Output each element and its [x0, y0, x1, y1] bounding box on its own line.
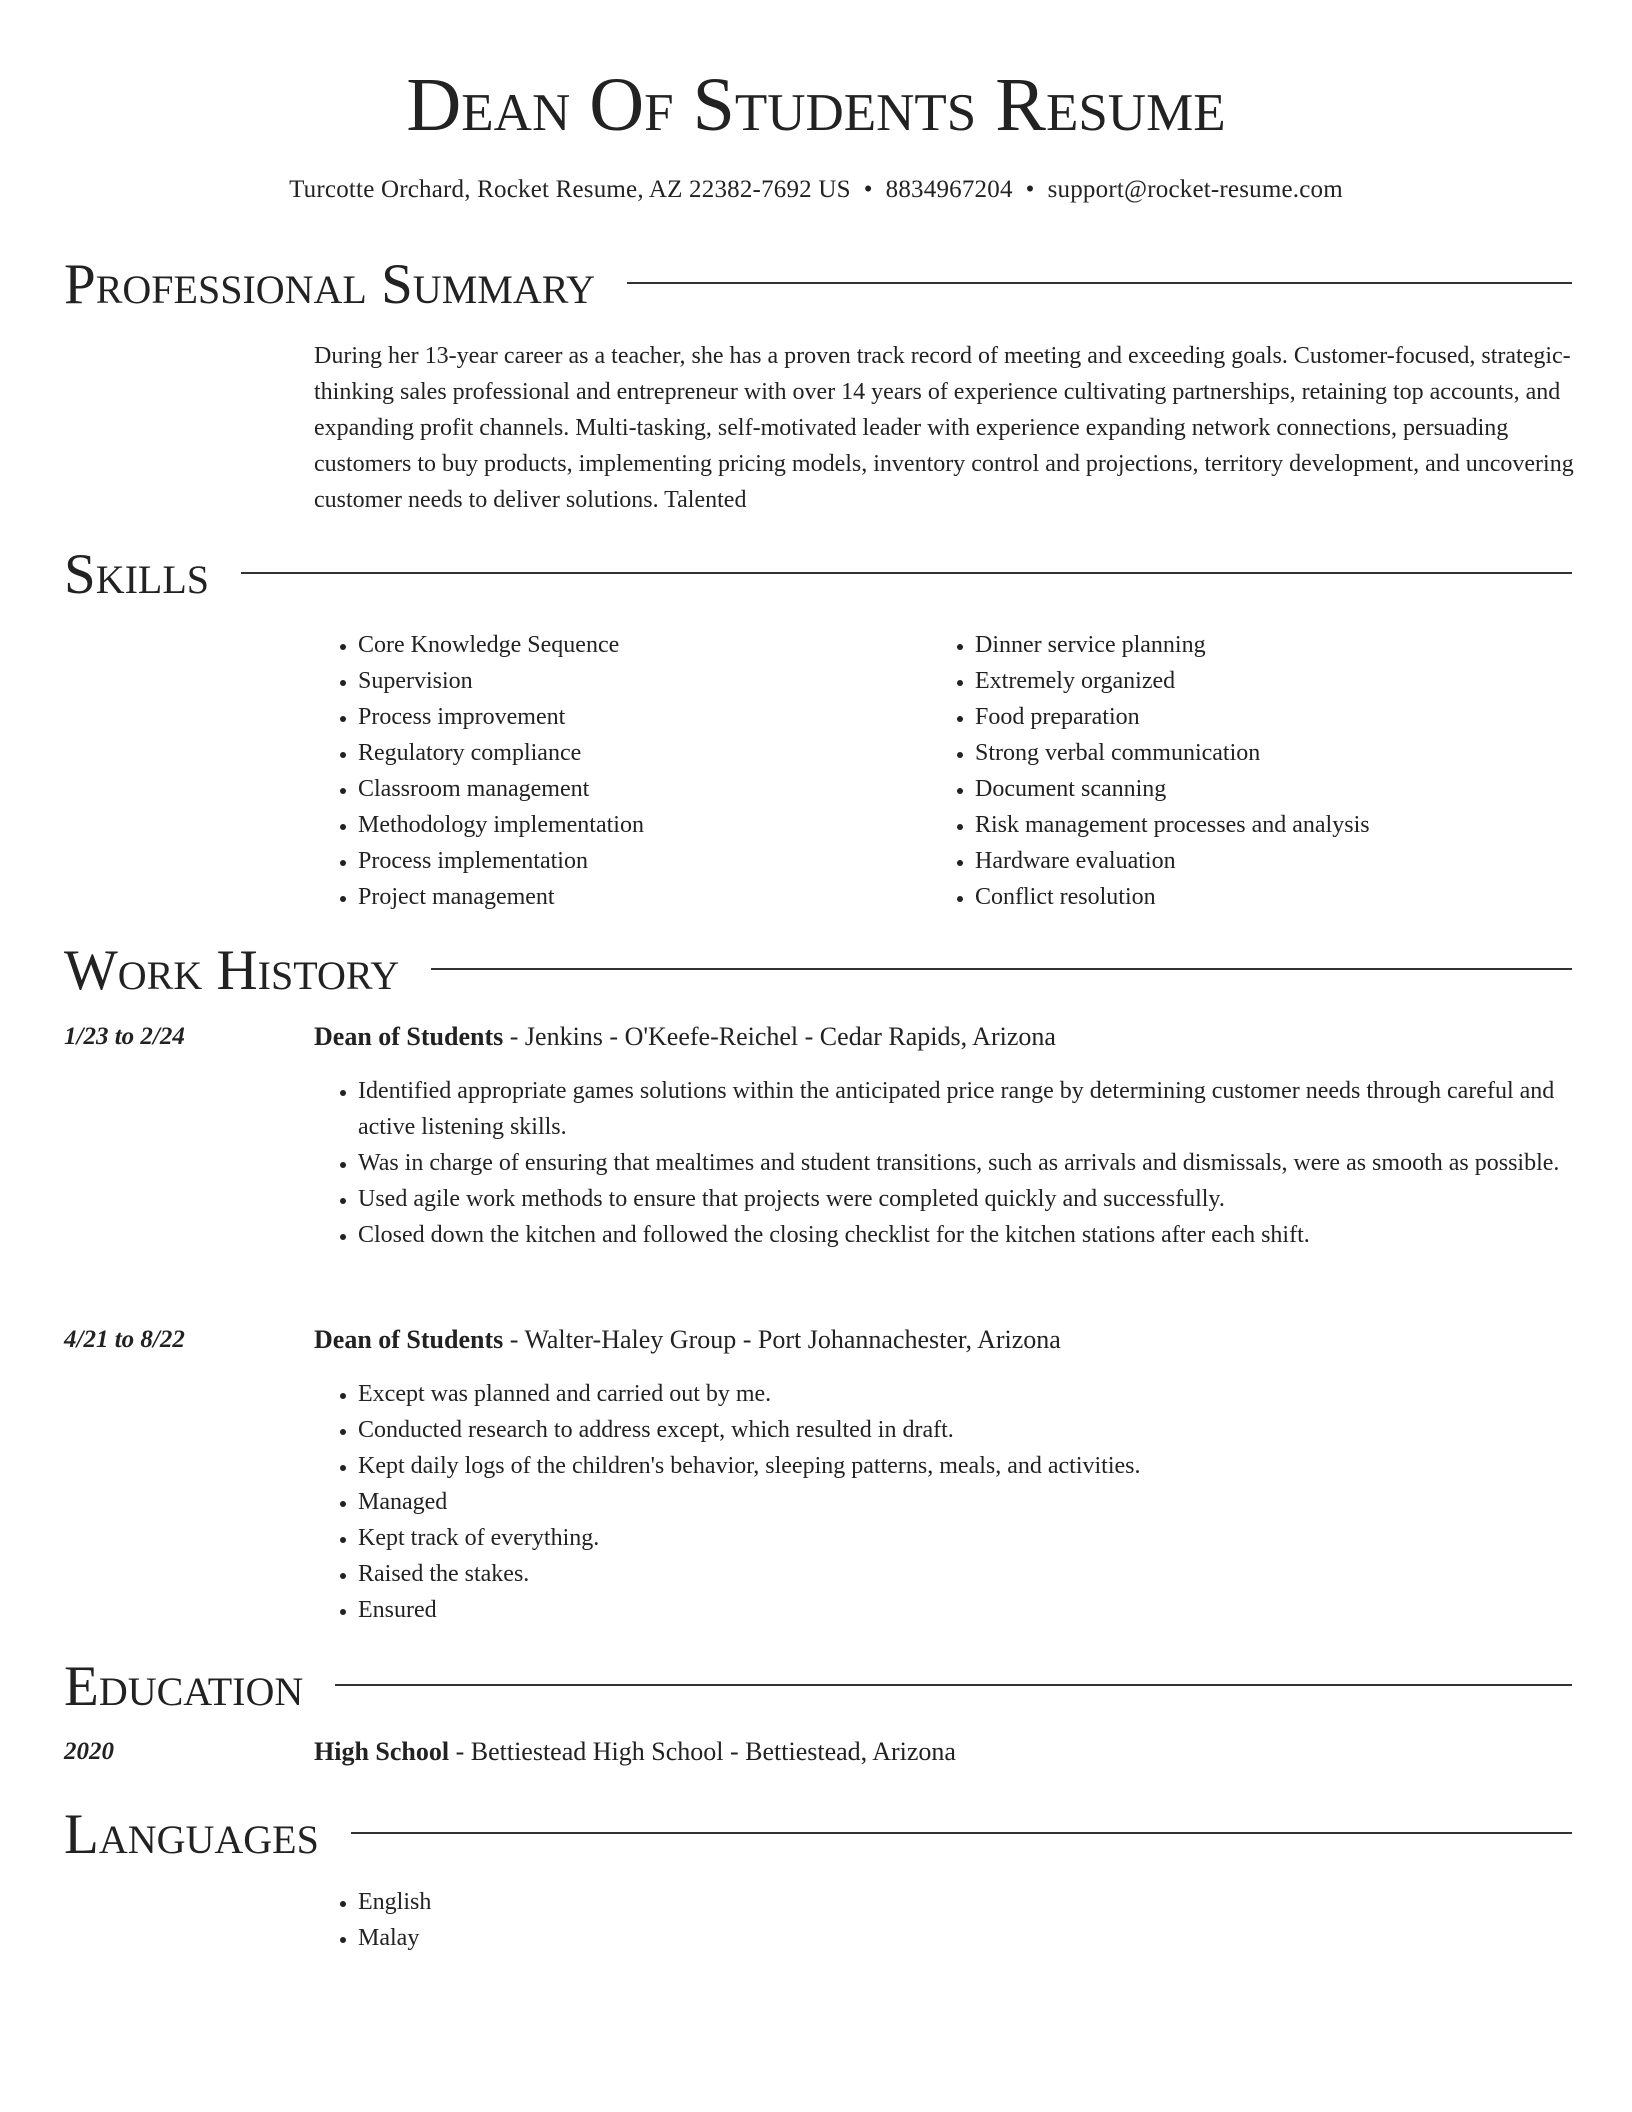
work-bullet-list	[314, 1073, 1576, 1253]
skill-item: • Regulatory compliance	[358, 735, 914, 771]
skill-item: • Food preparation	[975, 699, 1571, 735]
work-bullet: • Raised the stakes.	[358, 1556, 1576, 1592]
work-bullet: • Managed	[358, 1484, 1576, 1520]
work-bullet: • Was in charge of ensuring that mealtimes and student transitions, such as arrivals and dismissals, were as smooth as possible.	[358, 1145, 1576, 1181]
work-bullet: • Except was planned and carried out by me.	[358, 1376, 1576, 1412]
section-title-work: Work History	[64, 939, 400, 1002]
language-item: • English	[358, 1884, 1576, 1920]
skill-item: • Process improvement	[358, 699, 914, 735]
skill-item: • Hardware evaluation	[975, 843, 1571, 879]
section-header-languages	[64, 1800, 1572, 1870]
work-bullet: • Used agile work methods to ensure that projects were completed quickly and successfully.	[358, 1181, 1576, 1217]
work-bullets	[314, 1376, 1576, 1628]
languages-list	[314, 1884, 1576, 1956]
language-item: • Malay	[358, 1920, 1576, 1956]
skill-item: • Conflict resolution	[975, 879, 1571, 915]
summary-text: During her 13-year career as a teacher, she has a proven track record of meeting and exceeding goals. Customer-focused, strategic-thinking sales professional and entrepreneur with over 14 years of experience cultivating partnerships, retaining top accounts, and expanding profit channels. Multi-tasking, self-motivated leader with experience expanding network connections, persuading customers to buy products, implementing pricing models, inventory control and projections, territory development, and uncovering customer needs to deliver solutions. Talented	[314, 343, 1574, 513]
section-title-summary: Professional Summary	[64, 253, 596, 316]
section-header-skills	[64, 540, 1572, 610]
skills-list	[931, 627, 1571, 915]
work-title-line	[314, 1019, 1576, 1055]
skill-item: • Dinner service planning	[975, 627, 1571, 663]
skill-item: • Document scanning	[975, 771, 1571, 807]
skill-item: • Extremely organized	[975, 663, 1571, 699]
education-school: - Bettiestead High School - Bettiestead, Arizona	[449, 1737, 956, 1766]
contact-separator: •	[1025, 176, 1035, 203]
work-dates: 4/21 to 8/22	[64, 1326, 185, 1353]
job-employer: - Walter-Haley Group - Port Johannachester, Arizona	[503, 1325, 1061, 1354]
skills-list	[314, 627, 914, 915]
skill-item: • Project management	[358, 879, 914, 915]
section-divider	[351, 1832, 1572, 1834]
education-degree: High School	[314, 1737, 450, 1766]
contact-separator: •	[863, 176, 873, 203]
work-bullet: • Closed down the kitchen and followed the closing checklist for the kitchen stations after each shift.	[358, 1217, 1576, 1253]
skill-item: • Strong verbal communication	[975, 735, 1571, 771]
work-bullet: • Ensured	[358, 1592, 1576, 1628]
section-divider	[431, 968, 1572, 970]
skill-item: • Core Knowledge Sequence	[358, 627, 914, 663]
section-divider	[335, 1684, 1572, 1686]
education-title-line	[314, 1734, 1576, 1770]
skills-column-right	[931, 627, 1571, 915]
section-title-skills: Skills	[64, 543, 210, 606]
work-dates: 1/23 to 2/24	[64, 1023, 185, 1050]
section-title-languages: Languages	[64, 1803, 319, 1866]
work-bullet: • Kept track of everything.	[358, 1520, 1576, 1556]
contact-email: support@rocket-resume.com	[1047, 176, 1343, 203]
section-header-summary	[64, 250, 1572, 320]
job-title: Dean of Students	[314, 1022, 504, 1051]
skill-item: • Methodology implementation	[358, 807, 914, 843]
section-divider	[627, 282, 1572, 284]
contact-line	[0, 172, 1632, 208]
skills-column-left	[314, 627, 914, 915]
section-divider	[241, 572, 1572, 574]
work-bullet: • Conducted research to address except, which resulted in draft.	[358, 1412, 1576, 1448]
skill-item: • Classroom management	[358, 771, 914, 807]
section-header-education	[64, 1652, 1572, 1722]
work-bullet: • Identified appropriate games solutions within the anticipated price range by determining customer needs through careful and active listening skills.	[358, 1073, 1576, 1145]
skill-item: • Process implementation	[358, 843, 914, 879]
contact-address: Turcotte Orchard, Rocket Resume, AZ 22382-7692 US	[289, 176, 851, 203]
skill-item: • Risk management processes and analysis	[975, 807, 1571, 843]
work-bullets	[314, 1073, 1576, 1253]
section-header-work	[64, 936, 1572, 1006]
work-title-line	[314, 1322, 1576, 1358]
contact-phone: 8834967204	[885, 176, 1013, 203]
skill-item: • Supervision	[358, 663, 914, 699]
job-employer: - Jenkins - O'Keefe-Reichel - Cedar Rapids, Arizona	[503, 1022, 1056, 1051]
language-bullet-list	[314, 1884, 1576, 1956]
education-year: 2020	[64, 1738, 114, 1765]
section-title-education: Education	[64, 1655, 304, 1718]
work-bullet: • Kept daily logs of the children's behavior, sleeping patterns, meals, and activities.	[358, 1448, 1576, 1484]
work-bullet-list	[314, 1376, 1576, 1628]
resume-title: Dean Of Students Resume	[406, 63, 1226, 147]
job-title: Dean of Students	[314, 1325, 504, 1354]
